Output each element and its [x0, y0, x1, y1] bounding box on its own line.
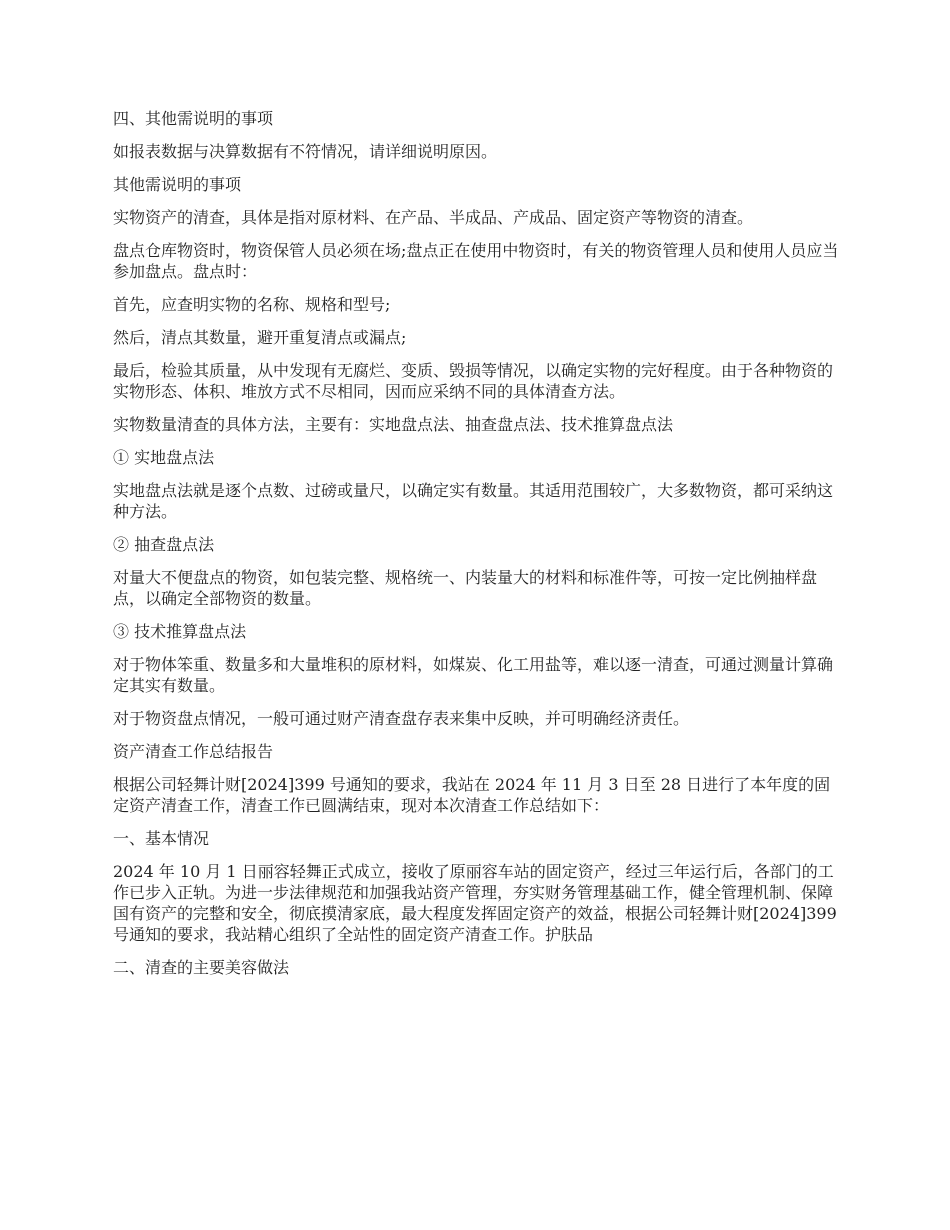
section-heading: 一、基本情况: [113, 829, 210, 848]
paragraph: 盘点仓库物资时，物资保管人员必须在场;盘点正在使用中物资时，有关的物资管理人员和使用人员应当参加盘点。盘点时：: [113, 241, 839, 281]
paragraph: 对量大不便盘点的物资，如包装完整、规格统一、内装量大的材料和标准件等，可按一定比例抽样盘点，以确定全部物资的数量。: [113, 568, 818, 608]
paragraph: 根据公司轻舞计财[2024]399 号通知的要求，我站在 2024 年 11 月 3 日至 28 日进行了本年度的固定资产清查工作，清查工作已圆满结束，现对本次清查工作总结如下：: [113, 775, 831, 815]
paragraph: 然后，清点其数量，避开重复清点或漏点;: [113, 328, 407, 347]
paragraph: 对于物体笨重、数量多和大量堆积的原材料，如煤炭、化工用盐等，难以逐一清查，可通过测量计算确定其实有数量。: [113, 655, 834, 695]
method-heading: ① 实地盘点法: [113, 448, 215, 467]
paragraph: 对于物资盘点情况，一般可通过财产清查盘存表来集中反映，并可明确经济责任。: [113, 709, 690, 728]
section-heading: 四、其他需说明的事项: [113, 109, 274, 128]
section-heading: 其他需说明的事项: [113, 175, 242, 194]
section-heading: 二、清查的主要美容做法: [113, 958, 290, 977]
document-body: [113, 108, 843, 990]
paragraph: 首先，应查明实物的名称、规格和型号;: [113, 295, 391, 314]
paragraph: 最后，检验其质量，从中发现有无腐烂、变质、毁损等情况，以确定实物的完好程度。由于各种物资的实物形态、体积、堆放方式不尽相同，因而应采纳不同的具体清查方法。: [113, 361, 834, 401]
paragraph: 实地盘点法就是逐个点数、过磅或量尺，以确定实有数量。其适用范围较广，大多数物资，都可采纳这种方法。: [113, 481, 834, 521]
paragraph: 如报表数据与决算数据有不符情况，请详细说明原因。: [113, 142, 498, 161]
paragraph: 2024 年 10 月 1 日丽容轻舞正式成立，接收了原丽容车站的固定资产，经过三年运行后，各部门的工作已步入正轨。为进一步法律规范和加强我站资产管理，夯实财务管理基础工作，健全管理机制、保障国有资产的完整和安全，彻底摸清家底，最大程度发挥固定资产的效益，根据公司轻舞计财[2024]399 号通知的要求，我站精心组织了全站性的固定资产清查工作。护肤品: [113, 862, 837, 944]
method-heading: ③ 技术推算盘点法: [113, 622, 247, 641]
paragraph: 实物数量清查的具体方法，主要有：实地盘点法、抽查盘点法、技术推算盘点法: [113, 415, 674, 434]
paragraph: 实物资产的清查，具体是指对原材料、在产品、半成品、产成品、固定资产等物资的清查。: [113, 208, 754, 227]
method-heading: ② 抽查盘点法: [113, 535, 215, 554]
report-title: 资产清查工作总结报告: [113, 742, 274, 761]
